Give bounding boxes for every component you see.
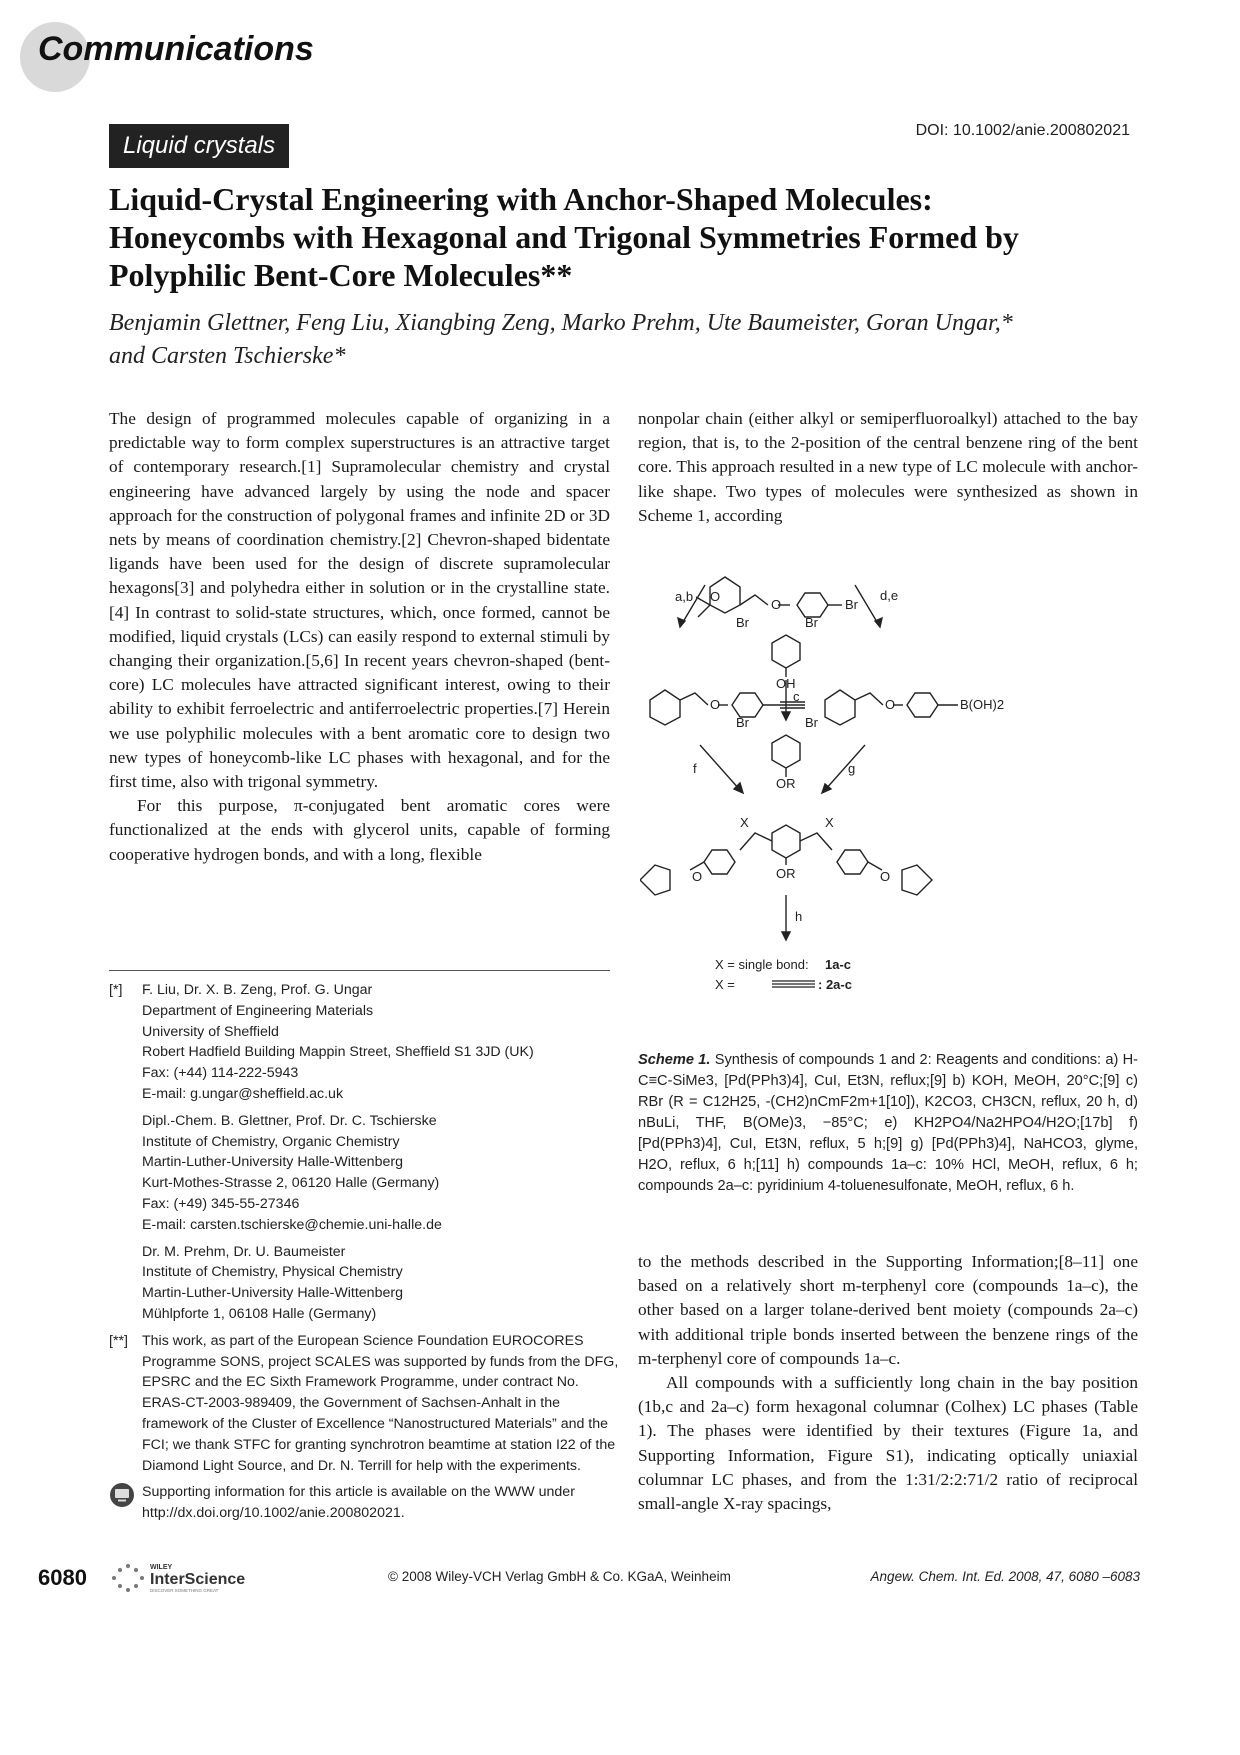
- section-header: [0, 0, 340, 110]
- affiliation-line: Kurt-Mothes-Strasse 2, 06120 Halle (Germany): [142, 1175, 440, 1192]
- scheme-atom: O: [710, 589, 721, 604]
- journal-citation: Angew. Chem. Int. Ed. 2008, 47, 6080 –6083: [870, 1569, 1140, 1584]
- scheme-atom: O: [710, 697, 721, 712]
- scheme-atom: Br: [736, 715, 749, 730]
- affiliation-line: Martin-Luther-University Halle-Wittenberg: [142, 1285, 403, 1302]
- scheme-atom: OR: [776, 776, 796, 791]
- scheme-atom: O: [885, 697, 896, 712]
- acknowledgment-footnote: [109, 1331, 624, 1477]
- affiliation-line: Mühlpforte 1, 06108 Halle (Germany): [142, 1305, 377, 1322]
- affiliation-line: Institute of Chemistry, Organic Chemistry: [142, 1133, 400, 1150]
- logo-interscience: InterScience: [150, 1571, 246, 1588]
- scheme-atom: O: [771, 597, 782, 612]
- supporting-info-footnote: [109, 1482, 624, 1524]
- acknowledgment-text: This work, as part of the European Science Foundation EUROCORES Programme SONS, project SCALES was supported by funds from the DFG, EPSRC and the EC Sixth Framework Programme, under contract No. ERAS-CT-2003-989409, the Government of Sachsen-Anhalt in the framework of the Cluster of Excellence “Nanostructured Materials” and the FCI; we thank STFC for granting synchrotron beamtime at station I22 of the Diamond Light Source, and Dr. N. Terrill for help with the experiments.: [142, 1332, 619, 1474]
- topic-badge: Liquid crystals: [109, 124, 289, 168]
- affiliation-line: Department of Engineering Materials: [142, 1002, 374, 1019]
- logo-wiley: WILEY: [150, 1564, 173, 1571]
- affiliation-line: F. Liu, Dr. X. B. Zeng, Prof. G. Ungar: [142, 982, 373, 998]
- email-line[interactable]: E-mail: g.ungar@sheffield.ac.uk: [142, 1085, 344, 1102]
- title-line: Honeycombs with Hexagonal and Trigonal Symmetries Formed by: [109, 219, 1019, 255]
- author-list: [109, 307, 1139, 373]
- title-line: Polyphilic Bent-Core Molecules**: [109, 257, 573, 293]
- publisher-logo: [108, 1560, 278, 1594]
- scheme-atom: X: [825, 815, 834, 830]
- scheme-atom: Br: [736, 615, 749, 630]
- scheme-legend: X = single bond:: [715, 957, 809, 972]
- body-column-right-bottom: [638, 1250, 1138, 1516]
- affiliation-line: Martin-Luther-University Halle-Wittenberg: [142, 1154, 403, 1171]
- copyright: © 2008 Wiley-VCH Verlag GmbH & Co. KGaA, Weinheim: [388, 1569, 731, 1584]
- article-title: [109, 180, 1139, 294]
- section-label: Communications: [38, 30, 314, 68]
- affiliation-block: [142, 1242, 624, 1325]
- scheme-atom: OH: [776, 676, 796, 691]
- scheme-atom: X: [740, 815, 749, 830]
- footnotes: [109, 980, 624, 1524]
- body-column-left: [109, 407, 610, 867]
- affiliation-line: Robert Hadfield Building Mappin Street, Sheffield S1 3JD (UK): [142, 1044, 534, 1061]
- scheme-label: g: [848, 761, 856, 776]
- scheme-caption-text: Synthesis of compounds 1 and 2: Reagents and conditions: a) H-C≡C-SiMe3, [Pd(PPh3)4], CuI, Et3N, reflux;[9] b) KOH, MeOH, 20°C;[9] c) RBr (R = C12H25, -(CH2)nCmF2m+1[10]), K2CO3, CH3CN, reflux, 20 h, d) nBuLi, THF, B(OMe)3, −85°C; e) KH2PO4/Na2HPO4/H2O;[17b] f) [Pd(PPh3)4], CuI, Et3N, reflux, 5 h;[9] g) [Pd(PPh3)4], NaHCO3, glyme, H2O, reflux, 6 h;[11] h) compounds 1a–c: 10% HCl, MeOH, reflux, 6 h; compounds 2a–c: pyridinium 4-toluenesulfonate, MeOH, reflux, 6 h.: [638, 1052, 1138, 1194]
- scheme-legend-compound: : 2a-c: [818, 977, 852, 992]
- scheme-atom: Br: [805, 715, 818, 730]
- body-paragraph: All compounds with a sufficiently long chain in the bay position (1b,c and 2a–c) form hexagonal columnar (Colhex) LC phases (Table 1). The phases were identified by their textures (Figure 1a, and Supporting Information, Figure S1), indicating optically uniaxial columnar LC phases, and from the 1:31/2:2:71/2 ratio of reciprocal small-angle X-ray spacings,: [638, 1373, 1138, 1514]
- doi: DOI: 10.1002/anie.200802021: [915, 122, 1130, 139]
- affiliation-line: Fax: (+49) 345-55-27346: [142, 1195, 300, 1212]
- scheme-atom: OR: [776, 866, 796, 881]
- body-paragraph: nonpolar chain (either alkyl or semiperfluoroalkyl) attached to the bay region, that is, to the 2-position of the central benzene ring of the bent core. This approach resulted in a new type of LC molecule with anchor-like shape. Two types of molecules were synthesized as shown in Scheme 1, according: [638, 409, 1138, 525]
- scheme-legend: X =: [715, 977, 735, 992]
- body-paragraph: The design of programmed molecules capable of organizing in a predictable way to form complex superstructures is an attractive target of contemporary research.[1] Supramolecular chemistry and crystal engineering have advanced largely by using the node and spacer approach for the construction of polygonal frames and infinite 2D or 3D nets by means of coordination chemistry.[2] Chevron-shaped bidentate ligands have been used for the design of discrete supramolecular hexagons[3] and polyhedra either in solution or in the crystalline state.[4] In contrast to solid-state structures, which, once formed, cannot be modified, liquid crystals (LCs) can easily respond to external stimuli by changing their organization.[5,6] In recent years chevron-shaped (bent-core) LC molecules have attracted significant interest, owing to their ability to exhibit ferroelectric and antiferroelectric properties.[7] Herein we use polyphilic molecules with a bent aromatic core to design two new types of honeycomb-like LC phases with hexagonal, and for the first time, also with trigonal symmetry.: [109, 409, 610, 792]
- authors-line: and Carsten Tschierske*: [109, 343, 346, 369]
- scheme-atom: O: [880, 869, 891, 884]
- affiliation-block: [142, 980, 624, 1105]
- scheme-label: h: [795, 909, 803, 924]
- scheme-atom: O: [692, 869, 703, 884]
- body-column-right-top: [638, 407, 1138, 528]
- scheme-label: a,b: [675, 589, 694, 604]
- scheme-caption-label: Scheme 1.: [638, 1052, 711, 1068]
- body-paragraph: to the methods described in the Supporting Information;[8–11] one based on a relatively short m-terphenyl core (compounds 1a–c), the other based on a larger tolane-derived bent moiety (compounds 2a–c) with additional triple bonds inserted between the benzene rings of the m-terphenyl core of compounds 1a–c.: [638, 1252, 1138, 1368]
- affiliation-line: Fax: (+44) 114-222-5943: [142, 1065, 299, 1082]
- supporting-info-text[interactable]: Supporting information for this article is available on the WWW under http://dx.doi.org/10.1002/anie.200802021.: [142, 1484, 575, 1522]
- footnote-mark: [*]: [109, 982, 123, 998]
- scheme-1-diagram: [640, 565, 1140, 1040]
- affiliation-line: Institute of Chemistry, Physical Chemistry: [142, 1264, 403, 1281]
- affiliation-block: [142, 1111, 624, 1236]
- email-line[interactable]: E-mail: carsten.tschierske@chemie.uni-halle.de: [142, 1216, 442, 1233]
- scheme-atom: Br: [845, 597, 858, 612]
- scheme-label: f: [693, 761, 697, 776]
- affiliation-line: Dipl.-Chem. B. Glettner, Prof. Dr. C. Tschierske: [142, 1112, 437, 1129]
- scheme-caption: [638, 1050, 1138, 1197]
- affiliation-line: University of Sheffield: [142, 1023, 279, 1040]
- footnote-divider: [109, 970, 610, 971]
- footnote-mark: [**]: [109, 1332, 128, 1349]
- affiliation-footnote: [109, 980, 624, 1325]
- logo-tagline: DISCOVER SOMETHING GREAT: [150, 1588, 219, 1593]
- scheme-atom: B(OH)2: [960, 697, 1005, 712]
- scheme-label: d,e: [880, 588, 899, 603]
- computer-icon: [109, 1482, 135, 1515]
- body-paragraph: For this purpose, π-conjugated bent aromatic cores were functionalized at the ends with glycerol units, capable of forming cooperative hydrogen bonds, and with a long, flexible: [109, 796, 610, 864]
- scheme-label: c: [793, 689, 800, 704]
- affiliation-line: Dr. M. Prehm, Dr. U. Baumeister: [142, 1243, 346, 1260]
- scheme-atom: Br: [805, 615, 818, 630]
- title-line: Liquid-Crystal Engineering with Anchor-Shaped Molecules:: [109, 181, 933, 217]
- authors-line: Benjamin Glettner, Feng Liu, Xiangbing Zeng, Marko Prehm, Ute Baumeister, Goran Ungar,*: [109, 310, 1013, 336]
- scheme-legend-compound: 1a-c: [825, 957, 852, 972]
- page-number: 6080: [38, 1565, 87, 1590]
